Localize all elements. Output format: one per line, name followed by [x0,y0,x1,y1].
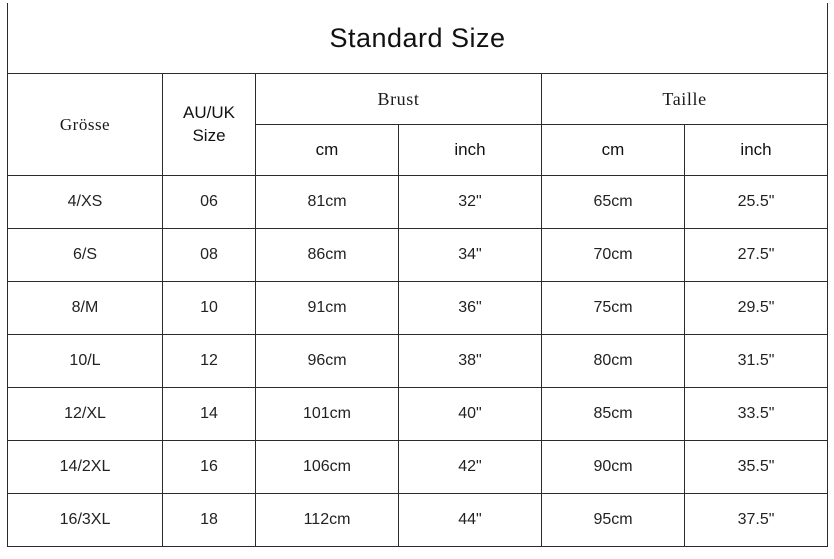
header-brust-inch: inch [399,125,542,176]
table-row [8,282,828,335]
cell-waist-cm: 90cm [542,441,685,494]
header-taille-inch: inch [685,125,828,176]
cell-auuk: 18 [163,494,256,547]
cell-chest-inch: 32" [399,176,542,229]
header-group-taille: Taille [542,74,828,125]
header-brust-cm: cm [256,125,399,176]
standard-size-table [7,3,828,547]
cell-waist-cm: 75cm [542,282,685,335]
cell-chest-inch: 44" [399,494,542,547]
cell-waist-inch: 27.5" [685,229,828,282]
cell-chest-cm: 81cm [256,176,399,229]
table-body [8,176,828,547]
cell-size: 6/S [8,229,163,282]
cell-auuk: 14 [163,388,256,441]
header-row-groups [8,74,828,125]
page-title: Standard Size [8,3,828,74]
cell-chest-cm: 96cm [256,335,399,388]
cell-waist-cm: 85cm [542,388,685,441]
table-row [8,176,828,229]
cell-size: 4/XS [8,176,163,229]
cell-waist-cm: 95cm [542,494,685,547]
header-au-uk-size [163,74,256,176]
header-size: Grösse [8,74,163,176]
cell-waist-inch: 29.5" [685,282,828,335]
cell-auuk: 08 [163,229,256,282]
cell-chest-cm: 101cm [256,388,399,441]
cell-waist-inch: 37.5" [685,494,828,547]
cell-size: 12/XL [8,388,163,441]
cell-size: 8/M [8,282,163,335]
cell-waist-cm: 70cm [542,229,685,282]
cell-chest-cm: 112cm [256,494,399,547]
cell-chest-inch: 36" [399,282,542,335]
cell-auuk: 06 [163,176,256,229]
header-au-uk-line2: Size [192,125,226,145]
header-au-uk-line1: AU/UK [183,102,235,122]
cell-auuk: 16 [163,441,256,494]
cell-chest-inch: 42" [399,441,542,494]
table-row [8,441,828,494]
cell-chest-inch: 40" [399,388,542,441]
cell-waist-inch: 31.5" [685,335,828,388]
cell-waist-inch: 33.5" [685,388,828,441]
table-row [8,335,828,388]
cell-chest-inch: 38" [399,335,542,388]
cell-chest-cm: 91cm [256,282,399,335]
cell-waist-inch: 35.5" [685,441,828,494]
header-group-brust: Brust [256,74,542,125]
table-row [8,494,828,547]
cell-chest-cm: 86cm [256,229,399,282]
cell-size: 14/2XL [8,441,163,494]
cell-size: 10/L [8,335,163,388]
cell-waist-cm: 80cm [542,335,685,388]
title-row [8,3,828,74]
cell-waist-cm: 65cm [542,176,685,229]
table-row [8,388,828,441]
cell-auuk: 10 [163,282,256,335]
size-chart-page [0,3,834,559]
cell-chest-cm: 106cm [256,441,399,494]
header-taille-cm: cm [542,125,685,176]
table-row [8,229,828,282]
cell-size: 16/3XL [8,494,163,547]
cell-chest-inch: 34" [399,229,542,282]
cell-waist-inch: 25.5" [685,176,828,229]
cell-auuk: 12 [163,335,256,388]
table-head [8,3,828,176]
